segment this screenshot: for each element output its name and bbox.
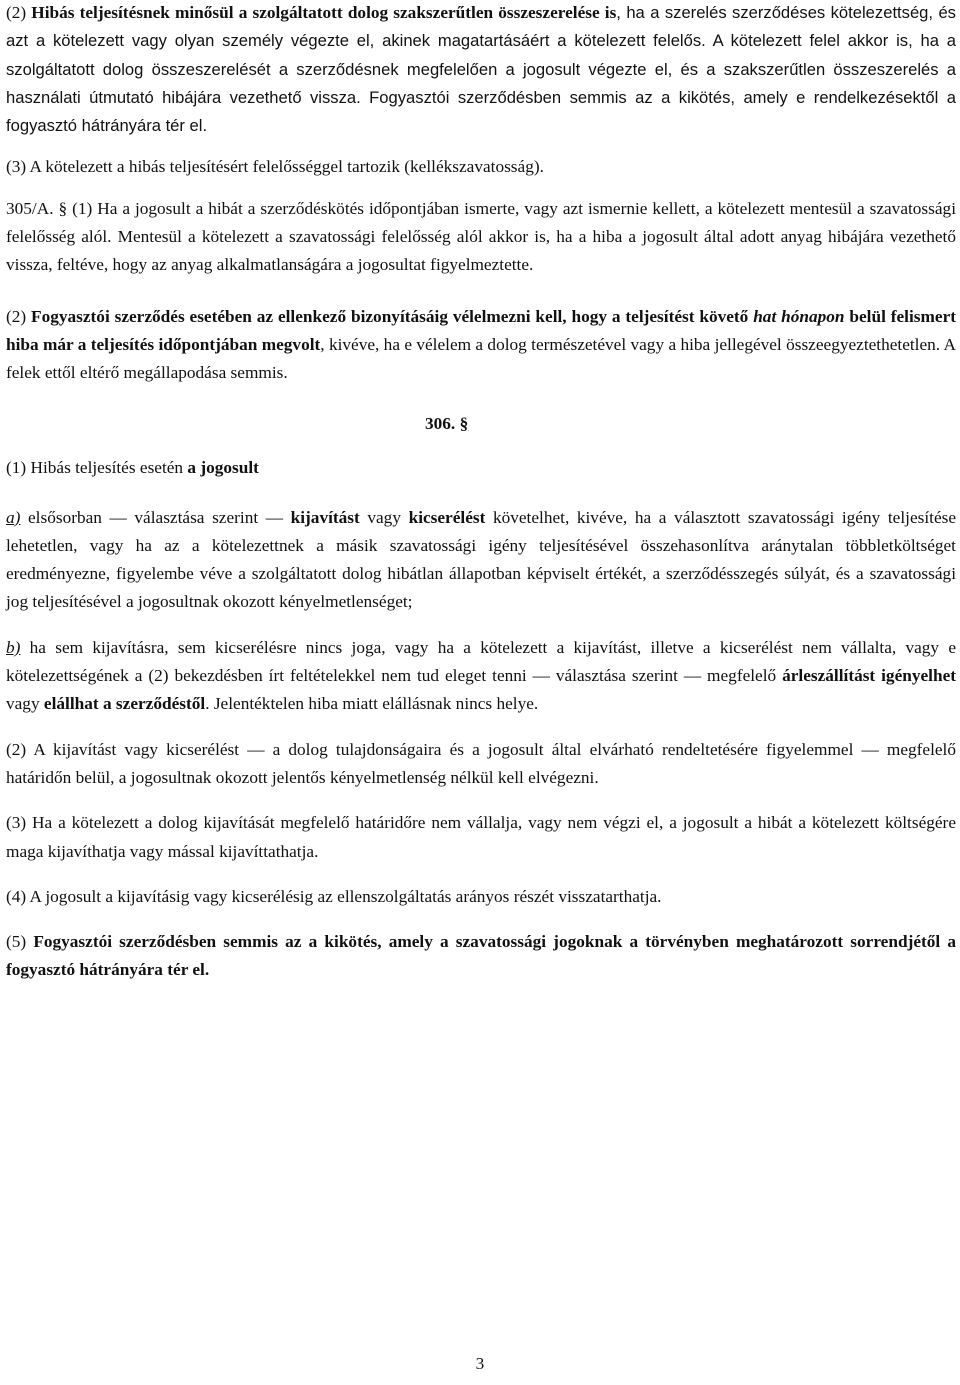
bold-text: árleszállítást igényelhet xyxy=(782,666,956,686)
paragraph-number: (2) xyxy=(6,3,32,22)
bold-text: belül felismert hiba már a teljesítés időpontjában megvolt xyxy=(6,306,956,354)
paragraph-visszatartas: (4) A jogosult a kijavításig vagy kicserélésig az ellenszolgáltatás arányos részét visszatarthatja. xyxy=(6,886,662,906)
point-label: a) xyxy=(6,507,21,527)
paragraph-hibas-teljesites: (1) Hibás teljesítés esetén a jogosult xyxy=(6,457,259,477)
paragraph-number: (5) xyxy=(6,932,34,952)
paragraph-semmis-kikotes xyxy=(6,928,956,985)
bold-text: Hibás teljesítésnek minősül a szolgáltatott dolog szakszerűtlen összeszerelése is xyxy=(31,3,617,22)
section-sign: § xyxy=(58,198,68,218)
section-306-heading xyxy=(6,410,956,482)
paragraph-b-arleszallitas: b) ha sem kijavításra, sem kicserélésre nincs joga, vagy ha a kötelezett a kijavítást, illetve a kicserélést nem vállalta, vagy e kötelezettségének a (2) bekezdésben írt feltételekkel nem tud eleget tenni — választása szerint — megfelelő árleszállítást igényelhet vagy elállhat a szerződéstől. Jelentéktelen hiba miatt elállásnak nincs helye. xyxy=(6,637,956,714)
bold-italic-text: hat hónapon xyxy=(753,306,845,326)
paragraph-kellekszavatossag: (3) A kötelezett a hibás teljesítésért felelősséggel tartozik (kellékszavatosság). xyxy=(6,157,544,177)
paragraph-text: , ha a szerelés szerződéses kötelezettség, és azt a kötelezett vagy olyan személy végezte el, akinek magatartásáért a kötelezett felelős. A kötelezett felel akkor is, ha a szolgáltatott dolog összeszerelését a szerződésnek megfelelően a jogosult végezte el, és a szakszerűtlen összeszerelés a használati útmutató hibájára vezethető vissza. Fogyasztói szerződésben semmis az a kikötés, amely e rendelkezésektől a fogyasztó hátrányára tér el. xyxy=(6,3,956,136)
bold-text: a jogosult xyxy=(187,457,259,477)
paragraph-hatarido: (2) A kijavítást vagy kicserélést — a dolog tulajdonságaira és a jogosult által elvárható rendeltetésére figyelemmel — megfelelő határidőn belül, a jogosultnak okozott jelentős kényelmetlenség nélkül kell elvégezni. xyxy=(6,739,956,787)
paragraph-305a xyxy=(6,195,956,280)
paragraph-hibas-osszeszereles xyxy=(6,0,956,140)
paragraph-number: (2) xyxy=(6,306,32,326)
paragraph-text: , kivéve, ha e vélelem a dolog természetével vagy a hiba jellegével összeegyeztethetetlen. A felek ettől eltérő megállapodása semmis. xyxy=(6,334,956,383)
bold-text: kicserélést xyxy=(408,507,486,527)
bold-text: Fogyasztói szerződésben semmis az a kikötés, amely a szavatossági jogoknak a törvényben meghatározott sorrendjétől a fogyasztó hátrányára tér el. xyxy=(6,932,956,980)
bold-text: kijavítást xyxy=(290,507,360,527)
bold-text: Fogyasztói szerződés esetében az ellenkező bizonyításáig vélelmezni kell, hogy a teljesítést követő xyxy=(31,306,754,326)
point-label: b) xyxy=(6,637,21,657)
paragraph-kolsegre-kijavitas: (3) Ha a kötelezett a dolog kijavítását megfelelő határidőre nem vállalja, vagy nem végzi el, a jogosult a hibát a kötelezett költségére maga kijavíthatja vagy mással kijavíttathatja. xyxy=(6,813,956,861)
page-number: 3 xyxy=(475,1354,485,1373)
section-number: 305/A. xyxy=(6,198,54,218)
paragraph-vélelem xyxy=(6,303,956,388)
paragraph-text: (1) Ha a jogosult a hibát a szerződéskötés időpontjában ismerte, vagy azt ismernie kellett, a kötelezett mentesül a szavatossági felelősség alól. Mentesül a kötelezett a szavatossági felelősség alól akkor is, ha a hiba a jogosult által adott anyag hibájára vezethető vissza, feltéve, hogy az anyag alkalmatlanságára a jogosultat figyelmeztette. xyxy=(6,198,956,275)
bold-text: elállhat a szerződéstől xyxy=(43,694,206,714)
section-sign: § xyxy=(459,413,469,433)
paragraph-a-kijavitas: a) elsősorban — választása szerint — kijavítást vagy kicserélést követelhet, kivéve, ha a választott szavatossági igény teljesítése lehetetlen, vagy ha az a kötelezettnek a másik szavatossági igény teljesítésével összehasonlítva aránytalan többletköltséget eredményezne, figyelembe véve a szolgáltatott dolog hibátlan állapotban képviselt értékét, a szerződésszegés súlyát, és a szavatossági jog teljesítésével a jogosultnak okozott kényelmetlenséget; xyxy=(6,507,957,612)
section-number: 306. § xyxy=(425,413,469,433)
